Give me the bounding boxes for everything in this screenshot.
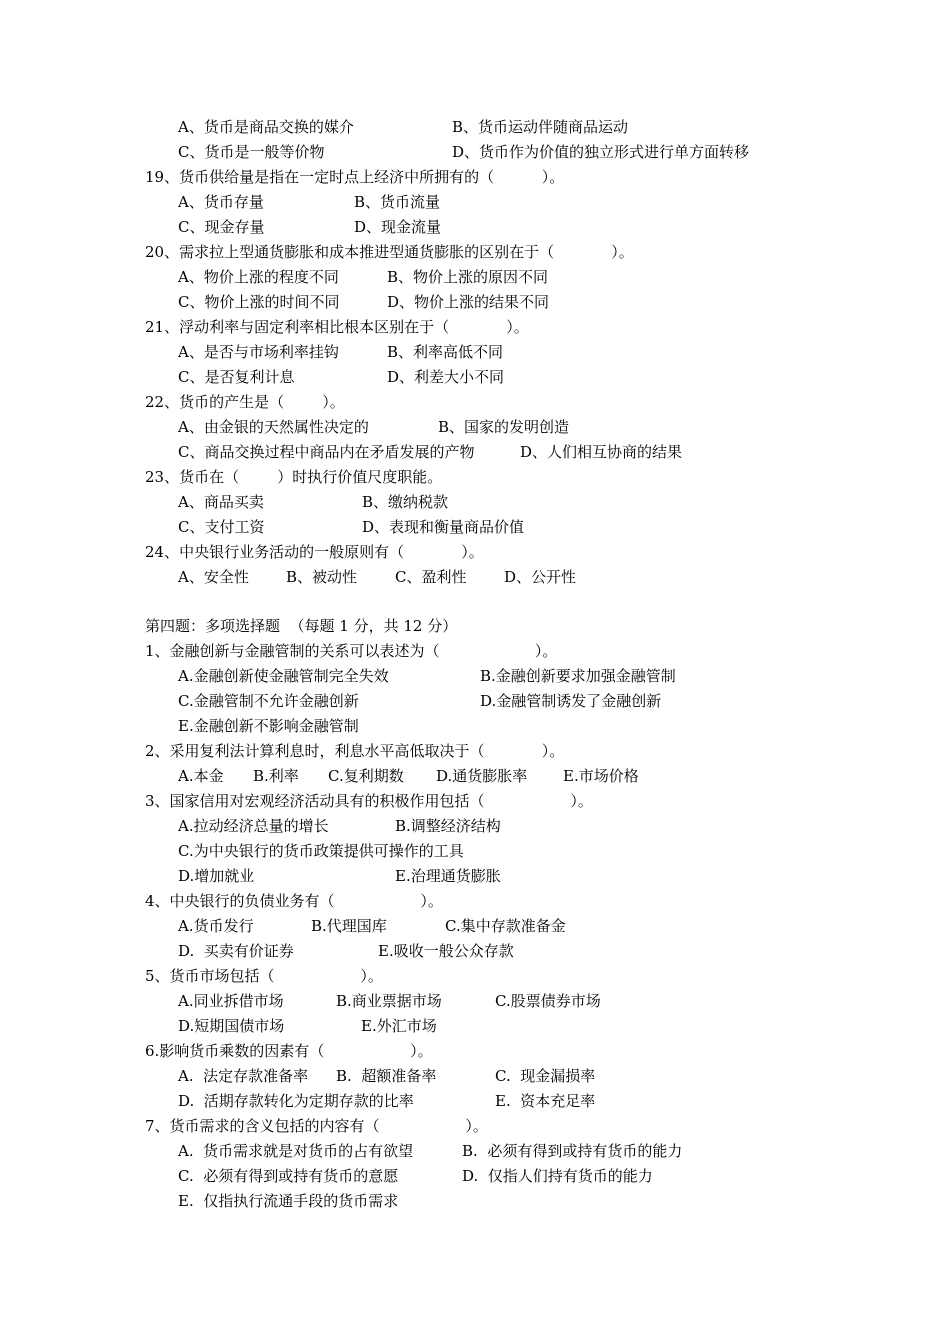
- m4-option-d: D. 买卖有价证券: [178, 942, 294, 960]
- m2-option-b: B.利率: [253, 767, 299, 785]
- q22-option-d: D、人们相互协商的结果: [520, 443, 683, 461]
- q20-option-b: B、物价上涨的原因不同: [387, 268, 549, 286]
- q19-option-a: A、货币存量: [178, 193, 264, 211]
- m2-option-a: A.本金: [178, 767, 224, 785]
- m6-option-d: D. 活期存款转化为定期存款的比率: [178, 1092, 414, 1110]
- m5-option-c: C.股票债券市场: [495, 992, 601, 1010]
- m4-option-c: C.集中存款准备金: [445, 917, 566, 935]
- m1-option-a: A.金融创新使金融管制完全失效: [178, 667, 389, 685]
- q20-option-c: C、物价上涨的时间不同: [178, 293, 340, 311]
- q23-option-c: C、支付工资: [178, 518, 265, 536]
- m7-option-b: B. 必须有得到或持有货币的能力: [462, 1142, 683, 1160]
- m7-option-e: E. 仅指执行流通手段的货币需求: [178, 1192, 399, 1210]
- m7-option-a: A. 货币需求就是对货币的占有欲望: [178, 1142, 414, 1160]
- q24-option-c: C、盈利性: [395, 568, 467, 586]
- q20-stem: 20、需求拉上型通货膨胀和成本推进型通货膨胀的区别在于（ ）。: [145, 243, 634, 261]
- q18-option-b: B、货币运动伴随商品运动: [452, 118, 629, 136]
- q22-option-b: B、国家的发明创造: [438, 418, 570, 436]
- q23-option-a: A、商品买卖: [178, 493, 264, 511]
- q23-stem: 23、货币在（ ）时执行价值尺度职能。: [145, 468, 443, 486]
- q20-option-a: A、物价上涨的程度不同: [178, 268, 339, 286]
- m2-stem: 2、采用复利法计算利息时，利息水平高低取决于（ ）。: [145, 742, 565, 760]
- q21-stem: 21、浮动利率与固定利率相比根本区别在于（ ）。: [145, 318, 529, 336]
- m3-option-b: B.调整经济结构: [395, 817, 501, 835]
- q24-option-a: A、安全性: [178, 568, 249, 586]
- m5-option-d: D.短期国债市场: [178, 1017, 285, 1035]
- m1-option-e: E.金融创新不影响金融管制: [178, 717, 359, 735]
- q22-stem: 22、货币的产生是（ ）。: [145, 393, 345, 411]
- m3-stem: 3、国家信用对宏观经济活动具有的积极作用包括（ ）。: [145, 792, 593, 810]
- q18-option-a: A、货币是商品交换的媒介: [178, 118, 354, 136]
- q24-option-b: B、被动性: [286, 568, 358, 586]
- m3-option-a: A.拉动经济总量的增长: [178, 817, 329, 835]
- q20-option-d: D、物价上涨的结果不同: [387, 293, 550, 311]
- m4-stem: 4、中央银行的负债业务有（ ）。: [145, 892, 443, 910]
- q21-option-d: D、利差大小不同: [387, 368, 505, 386]
- q24-option-d: D、公开性: [504, 568, 577, 586]
- m4-option-e: E.吸收一般公众存款: [378, 942, 514, 960]
- q18-option-c: C、货币是一般等价物: [178, 143, 325, 161]
- q19-option-b: B、货币流量: [354, 193, 441, 211]
- m5-option-e: E.外汇市场: [361, 1017, 437, 1035]
- m1-option-c: C.金融管制不允许金融创新: [178, 692, 359, 710]
- m5-option-a: A.同业拆借市场: [178, 992, 284, 1010]
- m1-option-d: D.金融管制诱发了金融创新: [480, 692, 662, 710]
- m6-option-a: A. 法定存款准备率: [178, 1067, 309, 1085]
- q23-option-b: B、缴纳税款: [362, 493, 449, 511]
- m2-option-d: D.通货膨胀率: [436, 767, 528, 785]
- m6-option-c: C. 现金漏损率: [495, 1067, 596, 1085]
- q22-option-c: C、商品交换过程中商品内在矛盾发展的产物: [178, 443, 475, 461]
- m3-option-c: C.为中央银行的货币政策提供可操作的工具: [178, 842, 464, 860]
- q19-stem: 19、货币供给量是指在一定时点上经济中所拥有的（ ）。: [145, 168, 565, 186]
- m3-option-d: D.增加就业: [178, 867, 255, 885]
- q19-option-d: D、现金流量: [354, 218, 442, 236]
- m1-option-b: B.金融创新要求加强金融管制: [480, 667, 676, 685]
- q21-option-c: C、是否复利计息: [178, 368, 295, 386]
- q24-stem: 24、中央银行业务活动的一般原则有（ ）。: [145, 543, 484, 561]
- m6-option-b: B. 超额准备率: [336, 1067, 437, 1085]
- m6-option-e: E. 资本充足率: [495, 1092, 596, 1110]
- m7-option-c: C. 必须有得到或持有货币的意愿: [178, 1167, 399, 1185]
- m5-stem: 5、货币市场包括（ ）。: [145, 967, 383, 985]
- m7-option-d: D. 仅指人们持有货币的能力: [462, 1167, 653, 1185]
- m5-option-b: B.商业票据市场: [336, 992, 442, 1010]
- section-title: 第四题：多项选择题 （每题 1 分，共 12 分）: [145, 617, 458, 635]
- m7-stem: 7、货币需求的含义包括的内容有（ ）。: [145, 1117, 488, 1135]
- m4-option-b: B.代理国库: [311, 917, 387, 935]
- m4-option-a: A.货币发行: [178, 917, 254, 935]
- q21-option-a: A、是否与市场利率挂钩: [178, 343, 339, 361]
- q23-option-d: D、表现和衡量商品价值: [362, 518, 525, 536]
- m6-stem: 6.影响货币乘数的因素有（ ）。: [145, 1042, 433, 1060]
- m3-option-e: E.治理通货膨胀: [395, 867, 501, 885]
- q19-option-c: C、现金存量: [178, 218, 265, 236]
- q21-option-b: B、利率高低不同: [387, 343, 504, 361]
- m2-option-e: E.市场价格: [563, 767, 639, 785]
- q22-option-a: A、由金银的天然属性决定的: [178, 418, 369, 436]
- q18-option-d: D、货币作为价值的独立形式进行单方面转移: [452, 143, 750, 161]
- m1-stem: 1、金融创新与金融管制的关系可以表述为（ ）。: [145, 642, 558, 660]
- m2-option-c: C.复利期数: [328, 767, 404, 785]
